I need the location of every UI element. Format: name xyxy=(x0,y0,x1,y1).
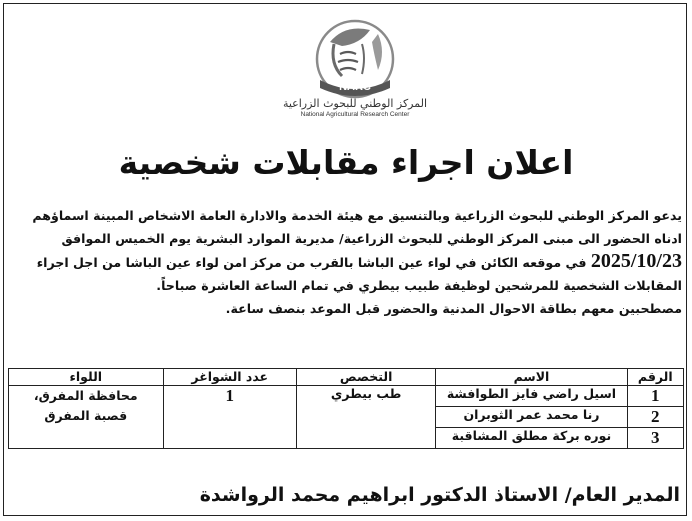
header-vacancies: عدد الشواغر xyxy=(163,369,296,386)
body-line-1: يدعو المركز الوطني للبحوث الزراعية وبالتنسيق مع هيئة الخدمة والادارة العامة الاشخاص المبينة اسماؤهم xyxy=(32,208,682,223)
row-num: 1 xyxy=(627,386,683,407)
district-cell xyxy=(9,386,164,449)
logo-emblem-icon xyxy=(290,14,420,104)
body-line-5: مصطحبين معهم بطاقة الاحوال المدنية والحضور قبل الموعد بنصف ساعة. xyxy=(225,301,682,316)
org-name-en: National Agricultural Research Center xyxy=(300,111,410,118)
specialty-cell: طب بيطري xyxy=(297,386,436,449)
row-name: رنا محمد عمر الثوبران xyxy=(436,407,627,428)
interview-date: 2025/10/23 xyxy=(590,250,682,272)
signature: المدير العام/ الاستاذ الدكتور ابراهيم محمد الرواشدة xyxy=(199,484,680,506)
org-name-ar: المركز الوطني للبحوث الزراعية xyxy=(282,97,428,110)
body-line-3-text: في موقعه الكائن في لواء عين الباشا بالقرب من مركز امن لواء عين الباشا من اجل اجراء xyxy=(36,255,587,270)
table-header-row xyxy=(9,369,684,386)
row-name: نوره بركة مطلق المشاقبة xyxy=(436,428,627,449)
header-district: اللواء xyxy=(9,369,164,386)
header-num: الرقم xyxy=(627,369,683,386)
district-line-1: محافظة المفرق، xyxy=(33,388,138,403)
announcement-body xyxy=(8,204,682,320)
logo-text: NARC xyxy=(339,81,371,93)
row-num: 2 xyxy=(627,407,683,428)
header-name: الاسم xyxy=(436,369,627,386)
row-name: اسيل راضي فايز الطوافشة xyxy=(436,386,627,407)
body-line-2: ادناه الحضور الى مبنى المركز الوطني للبحوث الزراعية/ مديرية الموارد البشرية يوم الخميس الموافق xyxy=(61,231,682,246)
page-title: اعلان اجراء مقابلات شخصية xyxy=(118,143,574,182)
header-spec: التخصص xyxy=(297,369,436,386)
district-line-2: قصبة المفرق xyxy=(44,408,128,423)
body-line-4: المقابلات الشخصية للمرشحين لوظيفة طبيب بيطري في تمام الساعة العاشرة صباحاً. xyxy=(156,278,682,293)
candidates-table xyxy=(8,368,684,449)
table-row xyxy=(9,386,684,407)
body-line-3 xyxy=(8,250,682,274)
vacancies-cell: 1 xyxy=(163,386,296,449)
row-num: 3 xyxy=(627,428,683,449)
